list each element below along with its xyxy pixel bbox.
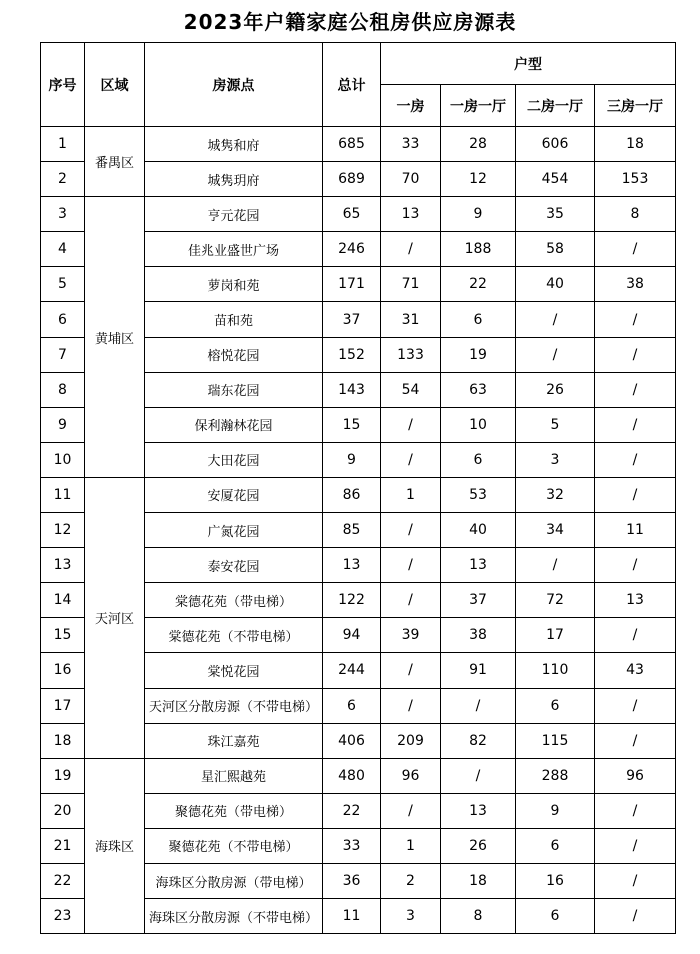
total-cell: 122 [323,583,381,618]
type3-cell: 17 [516,618,595,653]
type1-cell: 1 [381,477,441,512]
type3-cell: 6 [516,828,595,863]
total-cell: 480 [323,758,381,793]
total-cell: 406 [323,723,381,758]
type3-cell: 72 [516,583,595,618]
header-type-3: 二房一厅 [516,85,595,127]
type4-cell: 153 [595,162,676,197]
type2-cell: 18 [441,863,516,898]
header-unit-type: 户型 [381,43,676,85]
type1-cell: 33 [381,127,441,162]
type1-cell: 71 [381,267,441,302]
district-cell: 黄埔区 [85,197,145,478]
site-cell: 泰安花园 [145,548,323,583]
type2-cell: 6 [441,442,516,477]
seq-cell: 5 [41,267,85,302]
total-cell: 37 [323,302,381,337]
header-type-2: 一房一厅 [441,85,516,127]
type2-cell: 19 [441,337,516,372]
type4-cell: / [595,477,676,512]
total-cell: 65 [323,197,381,232]
type1-cell: 13 [381,197,441,232]
type4-cell: / [595,828,676,863]
site-cell: 海珠区分散房源（不带电梯） [145,899,323,934]
seq-cell: 13 [41,548,85,583]
type2-cell: 13 [441,793,516,828]
type4-cell: / [595,372,676,407]
type4-cell: 96 [595,758,676,793]
page-title: 2023年户籍家庭公租房供应房源表 [183,10,517,34]
type1-cell: / [381,548,441,583]
type3-cell: 35 [516,197,595,232]
type2-cell: 82 [441,723,516,758]
site-cell: 瑞东花园 [145,372,323,407]
total-cell: 11 [323,899,381,934]
seq-cell: 15 [41,618,85,653]
type4-cell: / [595,899,676,934]
type4-cell: 43 [595,653,676,688]
site-cell: 聚德花苑（不带电梯） [145,828,323,863]
type4-cell: / [595,232,676,267]
type4-cell: 13 [595,583,676,618]
seq-cell: 8 [41,372,85,407]
type3-cell: 454 [516,162,595,197]
seq-cell: 16 [41,653,85,688]
type2-cell: 13 [441,548,516,583]
seq-cell: 18 [41,723,85,758]
header-total: 总计 [323,43,381,127]
type2-cell: 38 [441,618,516,653]
type4-cell: / [595,337,676,372]
total-cell: 143 [323,372,381,407]
type4-cell: 8 [595,197,676,232]
total-cell: 685 [323,127,381,162]
type1-cell: 1 [381,828,441,863]
type3-cell: 110 [516,653,595,688]
type4-cell: / [595,618,676,653]
total-cell: 152 [323,337,381,372]
type3-cell: 5 [516,407,595,442]
type4-cell: / [595,407,676,442]
type3-cell: 6 [516,688,595,723]
site-cell: 星汇熙越苑 [145,758,323,793]
seq-cell: 23 [41,899,85,934]
header-type-1: 一房 [381,85,441,127]
seq-cell: 21 [41,828,85,863]
type4-cell: / [595,793,676,828]
type4-cell: 38 [595,267,676,302]
seq-cell: 10 [41,442,85,477]
type2-cell: 8 [441,899,516,934]
site-cell: 城隽和府 [145,127,323,162]
total-cell: 33 [323,828,381,863]
type3-cell: 40 [516,267,595,302]
header-type-4: 三房一厅 [595,85,676,127]
table-body [41,127,676,934]
seq-cell: 11 [41,477,85,512]
total-cell: 6 [323,688,381,723]
type1-cell: / [381,232,441,267]
total-cell: 85 [323,513,381,548]
site-cell: 聚德花苑（带电梯） [145,793,323,828]
type1-cell: / [381,442,441,477]
site-cell: 海珠区分散房源（带电梯） [145,863,323,898]
type4-cell: / [595,863,676,898]
type4-cell: / [595,302,676,337]
type3-cell: 9 [516,793,595,828]
total-cell: 689 [323,162,381,197]
type1-cell: 96 [381,758,441,793]
site-cell: 苗和苑 [145,302,323,337]
site-cell: 广氮花园 [145,513,323,548]
table-row [41,127,676,162]
type1-cell: / [381,407,441,442]
seq-cell: 1 [41,127,85,162]
table-row [41,477,676,512]
type3-cell: / [516,302,595,337]
type3-cell: 32 [516,477,595,512]
site-cell: 棠德花苑（带电梯） [145,583,323,618]
total-cell: 171 [323,267,381,302]
type2-cell: 37 [441,583,516,618]
total-cell: 244 [323,653,381,688]
district-cell: 天河区 [85,477,145,758]
seq-cell: 9 [41,407,85,442]
type1-cell: 2 [381,863,441,898]
seq-cell: 6 [41,302,85,337]
type1-cell: / [381,653,441,688]
site-cell: 萝岗和苑 [145,267,323,302]
type2-cell: 40 [441,513,516,548]
site-cell: 大田花园 [145,442,323,477]
seq-cell: 4 [41,232,85,267]
site-cell: 棠悦花园 [145,653,323,688]
type2-cell: 188 [441,232,516,267]
site-cell: 保利瀚林花园 [145,407,323,442]
seq-cell: 12 [41,513,85,548]
type3-cell: 58 [516,232,595,267]
type4-cell: / [595,723,676,758]
seq-cell: 22 [41,863,85,898]
type4-cell: 11 [595,513,676,548]
seq-cell: 17 [41,688,85,723]
seq-cell: 20 [41,793,85,828]
type4-cell: 18 [595,127,676,162]
header-row [41,43,676,85]
total-cell: 246 [323,232,381,267]
seq-cell: 3 [41,197,85,232]
site-cell: 天河区分散房源（不带电梯） [145,688,323,723]
type3-cell: 16 [516,863,595,898]
total-cell: 94 [323,618,381,653]
site-cell: 珠江嘉苑 [145,723,323,758]
type1-cell: 133 [381,337,441,372]
type1-cell: 39 [381,618,441,653]
total-cell: 86 [323,477,381,512]
type4-cell: / [595,688,676,723]
type1-cell: / [381,688,441,723]
type1-cell: / [381,793,441,828]
type2-cell: 12 [441,162,516,197]
type1-cell: 3 [381,899,441,934]
type1-cell: 54 [381,372,441,407]
total-cell: 13 [323,548,381,583]
table-row [41,197,676,232]
type4-cell: / [595,548,676,583]
table-row [41,758,676,793]
seq-cell: 14 [41,583,85,618]
type3-cell: 6 [516,899,595,934]
type2-cell: 9 [441,197,516,232]
type2-cell: / [441,688,516,723]
type2-cell: 28 [441,127,516,162]
header-seq: 序号 [41,43,85,127]
district-cell: 番禺区 [85,127,145,197]
site-cell: 安厦花园 [145,477,323,512]
site-cell: 佳兆业盛世广场 [145,232,323,267]
header-district: 区域 [85,43,145,127]
type1-cell: 209 [381,723,441,758]
district-cell: 海珠区 [85,758,145,933]
type3-cell: 34 [516,513,595,548]
type4-cell: / [595,442,676,477]
type2-cell: 22 [441,267,516,302]
total-cell: 36 [323,863,381,898]
type3-cell: 606 [516,127,595,162]
type1-cell: 70 [381,162,441,197]
housing-supply-table [40,42,676,934]
type3-cell: 3 [516,442,595,477]
site-cell: 棠德花苑（不带电梯） [145,618,323,653]
type2-cell: 53 [441,477,516,512]
type3-cell: 26 [516,372,595,407]
type2-cell: 63 [441,372,516,407]
type3-cell: 288 [516,758,595,793]
type2-cell: / [441,758,516,793]
total-cell: 9 [323,442,381,477]
total-cell: 15 [323,407,381,442]
type1-cell: 31 [381,302,441,337]
type1-cell: / [381,513,441,548]
site-cell: 亨元花园 [145,197,323,232]
type3-cell: / [516,548,595,583]
seq-cell: 7 [41,337,85,372]
type1-cell: / [381,583,441,618]
seq-cell: 19 [41,758,85,793]
total-cell: 22 [323,793,381,828]
type2-cell: 26 [441,828,516,863]
type2-cell: 6 [441,302,516,337]
type3-cell: / [516,337,595,372]
seq-cell: 2 [41,162,85,197]
type3-cell: 115 [516,723,595,758]
site-cell: 榕悦花园 [145,337,323,372]
type2-cell: 91 [441,653,516,688]
header-site: 房源点 [145,43,323,127]
site-cell: 城隽玥府 [145,162,323,197]
type2-cell: 10 [441,407,516,442]
